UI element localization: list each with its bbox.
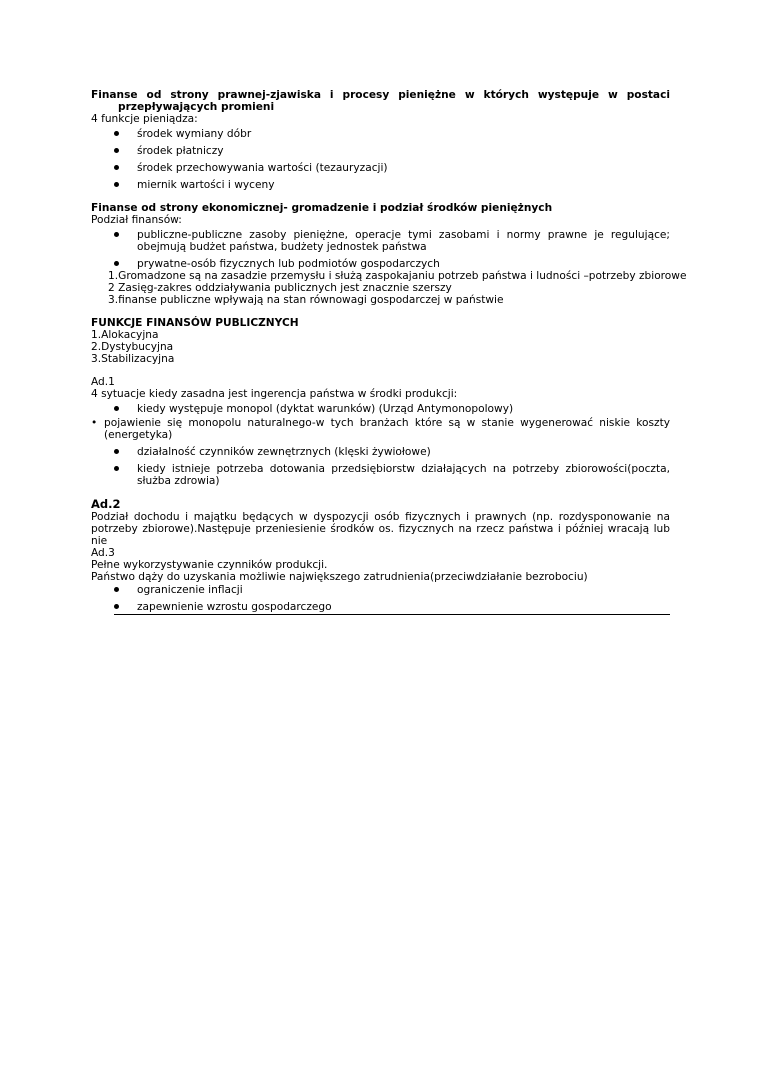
list-item: publiczne-publiczne zasoby pieniężne, operacje tymi zasobami i normy prawne je regulujące; obejmują budżet państwa, budżety jednostek państwa xyxy=(91,229,670,253)
function-item: 2.Dystybucyjna xyxy=(91,341,174,353)
list-item: środek wymiany dóbr xyxy=(91,128,670,140)
list-item: środek płatniczy xyxy=(91,145,670,157)
list-item: kiedy istnieje potrzeba dotowania przedsiębiorstw działających na potrzeby zbiorowości(poczta, służba zdrowia) xyxy=(91,463,670,487)
section-heading-economic: Finanse od strony ekonomicznej- gromadzenie i podział środków pieniężnych xyxy=(91,202,553,214)
function-item: 1.Alokacyjna xyxy=(91,329,159,341)
function-item: 3.Stabilizacyjna xyxy=(91,353,175,365)
list-item: • pojawienie się monopolu naturalnego-w tych branżach które są w stanie wygenerować niskie koszty (energetyka) xyxy=(91,417,670,441)
numbered-item: 2 Zasięg-zakres oddziaływania publicznych jest znacznie szerszy xyxy=(108,282,452,294)
money-functions-intro: 4 funkcje pieniądza: xyxy=(91,113,198,125)
list-item: miernik wartości i wyceny xyxy=(91,179,670,191)
ad1-label: Ad.1 xyxy=(91,376,115,388)
ad3-line1: Pełne wykorzystywanie czynników produkcji. xyxy=(91,559,328,571)
ad1-intro: 4 sytuacje kiedy zasadna jest ingerencja państwa w środki produkcji: xyxy=(91,388,458,400)
finance-division-intro: Podział finansów: xyxy=(91,214,182,226)
list-item: działalność czynników zewnętrznych (klęski żywiołowe) xyxy=(91,446,670,458)
list-item: ograniczenie inflacji xyxy=(91,584,670,596)
section-heading-public-finance-functions: FUNKCJE FINANSÓW PUBLICZNYCH xyxy=(91,317,299,329)
list-item: prywatne-osób fizycznych lub podmiotów gospodarczych xyxy=(91,258,670,270)
list-item: zapewnienie wzrostu gospodarczego xyxy=(91,601,670,613)
ad2-text: Podział dochodu i majątku będących w dyspozycji osób fizycznych i prawnych (np. rozdysponowanie na potrzeby zbiorowe).Następuje przeniesienie środków os. fizycznych na rzecz państwa i później wracają lub nie xyxy=(91,511,670,547)
list-item: środek przechowywania wartości (tezauryzacji) xyxy=(91,162,670,174)
list-item: kiedy występuje monopol (dyktat warunków) (Urząd Antymonopolowy) xyxy=(91,403,670,415)
ad2-label: Ad.2 xyxy=(91,497,121,511)
horizontal-rule xyxy=(114,614,670,615)
section-heading-legal-cont: przepływających promieni xyxy=(118,101,275,113)
section-heading-legal: Finanse od strony prawnej-zjawiska i procesy pieniężne w których występuje w postaci xyxy=(91,89,670,101)
document-body xyxy=(91,89,687,615)
numbered-item: 3.finanse publiczne wpływają na stan równowagi gospodarczej w państwie xyxy=(108,294,504,306)
numbered-item: 1.Gromadzone są na zasadzie przemysłu i służą zaspokajaniu potrzeb państwa i ludności –potrzeby zbiorowe xyxy=(108,270,687,282)
ad3-line2: Państwo dąży do uzyskania możliwie największego zatrudnienia(przeciwdziałanie bezrobociu) xyxy=(91,571,588,583)
ad3-label: Ad.3 xyxy=(91,547,115,559)
